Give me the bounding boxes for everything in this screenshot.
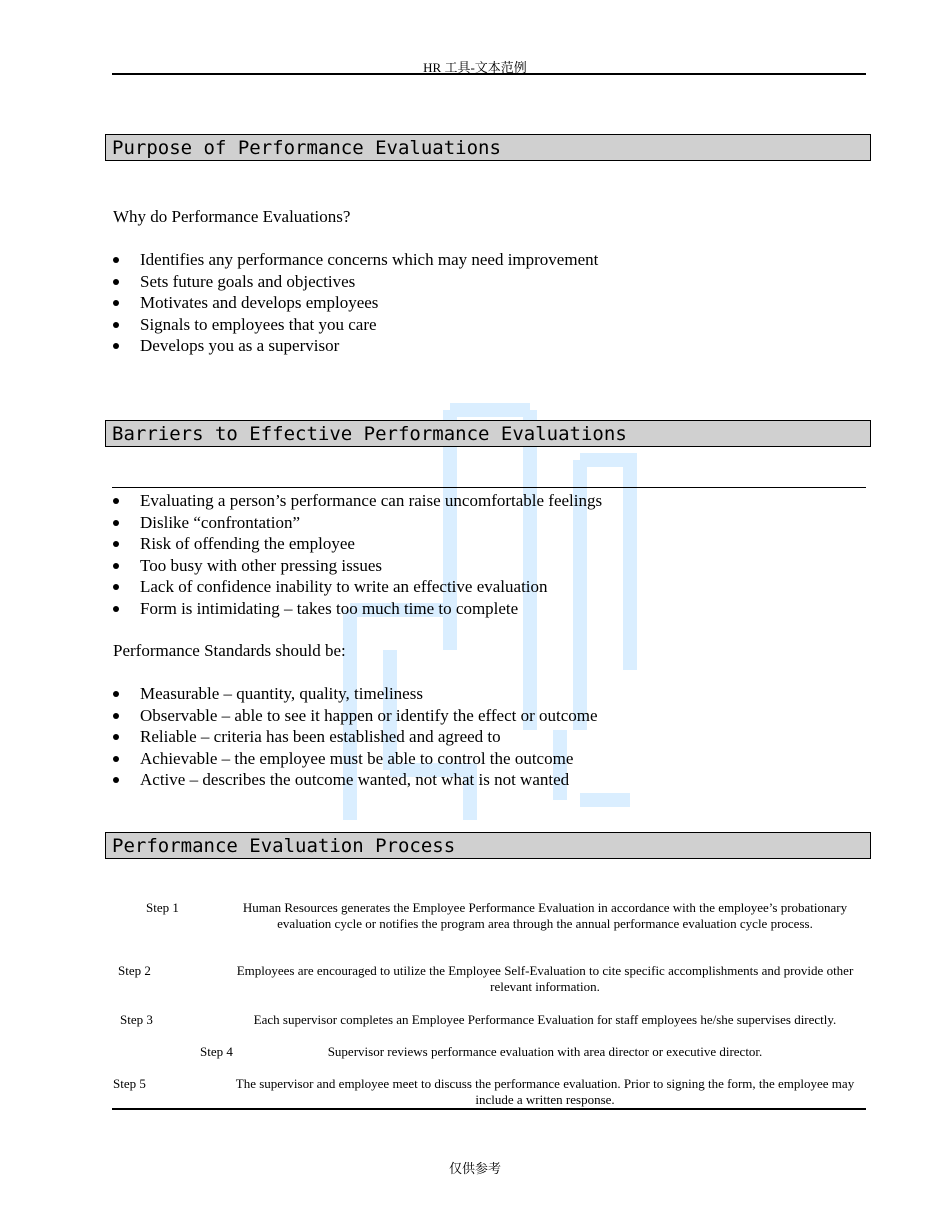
standards-intro: Performance Standards should be: — [113, 641, 346, 660]
list-item: Form is intimidating – takes too much time to complete — [113, 598, 602, 620]
list-item: Identifies any performance concerns which may need improvement — [113, 249, 598, 271]
list-item: Measurable – quantity, quality, timeliness — [113, 683, 598, 705]
step-4-label: Step 4 — [200, 1044, 233, 1059]
header-rule — [112, 73, 866, 75]
list-item: Risk of offending the employee — [113, 533, 602, 555]
list-item: Reliable – criteria has been established and agreed to — [113, 726, 598, 748]
step-2-text: Employees are encouraged to utilize the Employee Self-Evaluation to cite specific accomplishments and provide other relevant information. — [236, 963, 854, 994]
page-footer: 仅供参考 — [448, 1161, 501, 1176]
list-item: Active – describes the outcome wanted, not what is not wanted — [113, 769, 598, 791]
list-item: Sets future goals and objectives — [113, 271, 598, 293]
list-item: Motivates and develops employees — [113, 292, 598, 314]
list-item: Lack of confidence inability to write an effective evaluation — [113, 576, 602, 598]
page-header: HR 工具-文本范例 — [423, 60, 527, 75]
step-5-text: The supervisor and employee meet to discuss the performance evaluation. Prior to signing the form, the employee may include a written response. — [235, 1076, 855, 1107]
step-4-text: Supervisor reviews performance evaluation with area director or executive director. — [327, 1044, 763, 1059]
step-3-label: Step 3 — [120, 1012, 153, 1027]
list-item: Too busy with other pressing issues — [113, 555, 602, 577]
barriers-rule — [112, 487, 866, 488]
list-item: Dislike “confrontation” — [113, 512, 602, 534]
step-1-text: Human Resources generates the Employee Performance Evaluation in accordance with the employee’s probationary evaluation cycle or notifies the program area through the annual performance evaluation cycle process. — [242, 900, 848, 931]
step-3-text: Each supervisor completes an Employee Performance Evaluation for staff employees he/she supervises directly. — [253, 1012, 837, 1027]
barriers-bullet-list — [113, 490, 602, 619]
section-title-process: Performance Evaluation Process — [105, 832, 871, 859]
section-title-barriers: Barriers to Effective Performance Evaluations — [105, 420, 871, 447]
purpose-bullet-list — [113, 249, 598, 357]
list-item: Signals to employees that you care — [113, 314, 598, 336]
step-1-label: Step 1 — [146, 900, 179, 915]
purpose-intro: Why do Performance Evaluations? — [113, 207, 351, 226]
standards-bullet-list — [113, 683, 598, 791]
list-item: Observable – able to see it happen or identify the effect or outcome — [113, 705, 598, 727]
list-item: Achievable – the employee must be able to control the outcome — [113, 748, 598, 770]
step-5-label: Step 5 — [113, 1076, 146, 1091]
step-2-label: Step 2 — [118, 963, 151, 978]
process-bottom-rule — [112, 1108, 866, 1110]
section-title-purpose: Purpose of Performance Evaluations — [105, 134, 871, 161]
list-item: Develops you as a supervisor — [113, 335, 598, 357]
list-item: Evaluating a person’s performance can raise uncomfortable feelings — [113, 490, 602, 512]
